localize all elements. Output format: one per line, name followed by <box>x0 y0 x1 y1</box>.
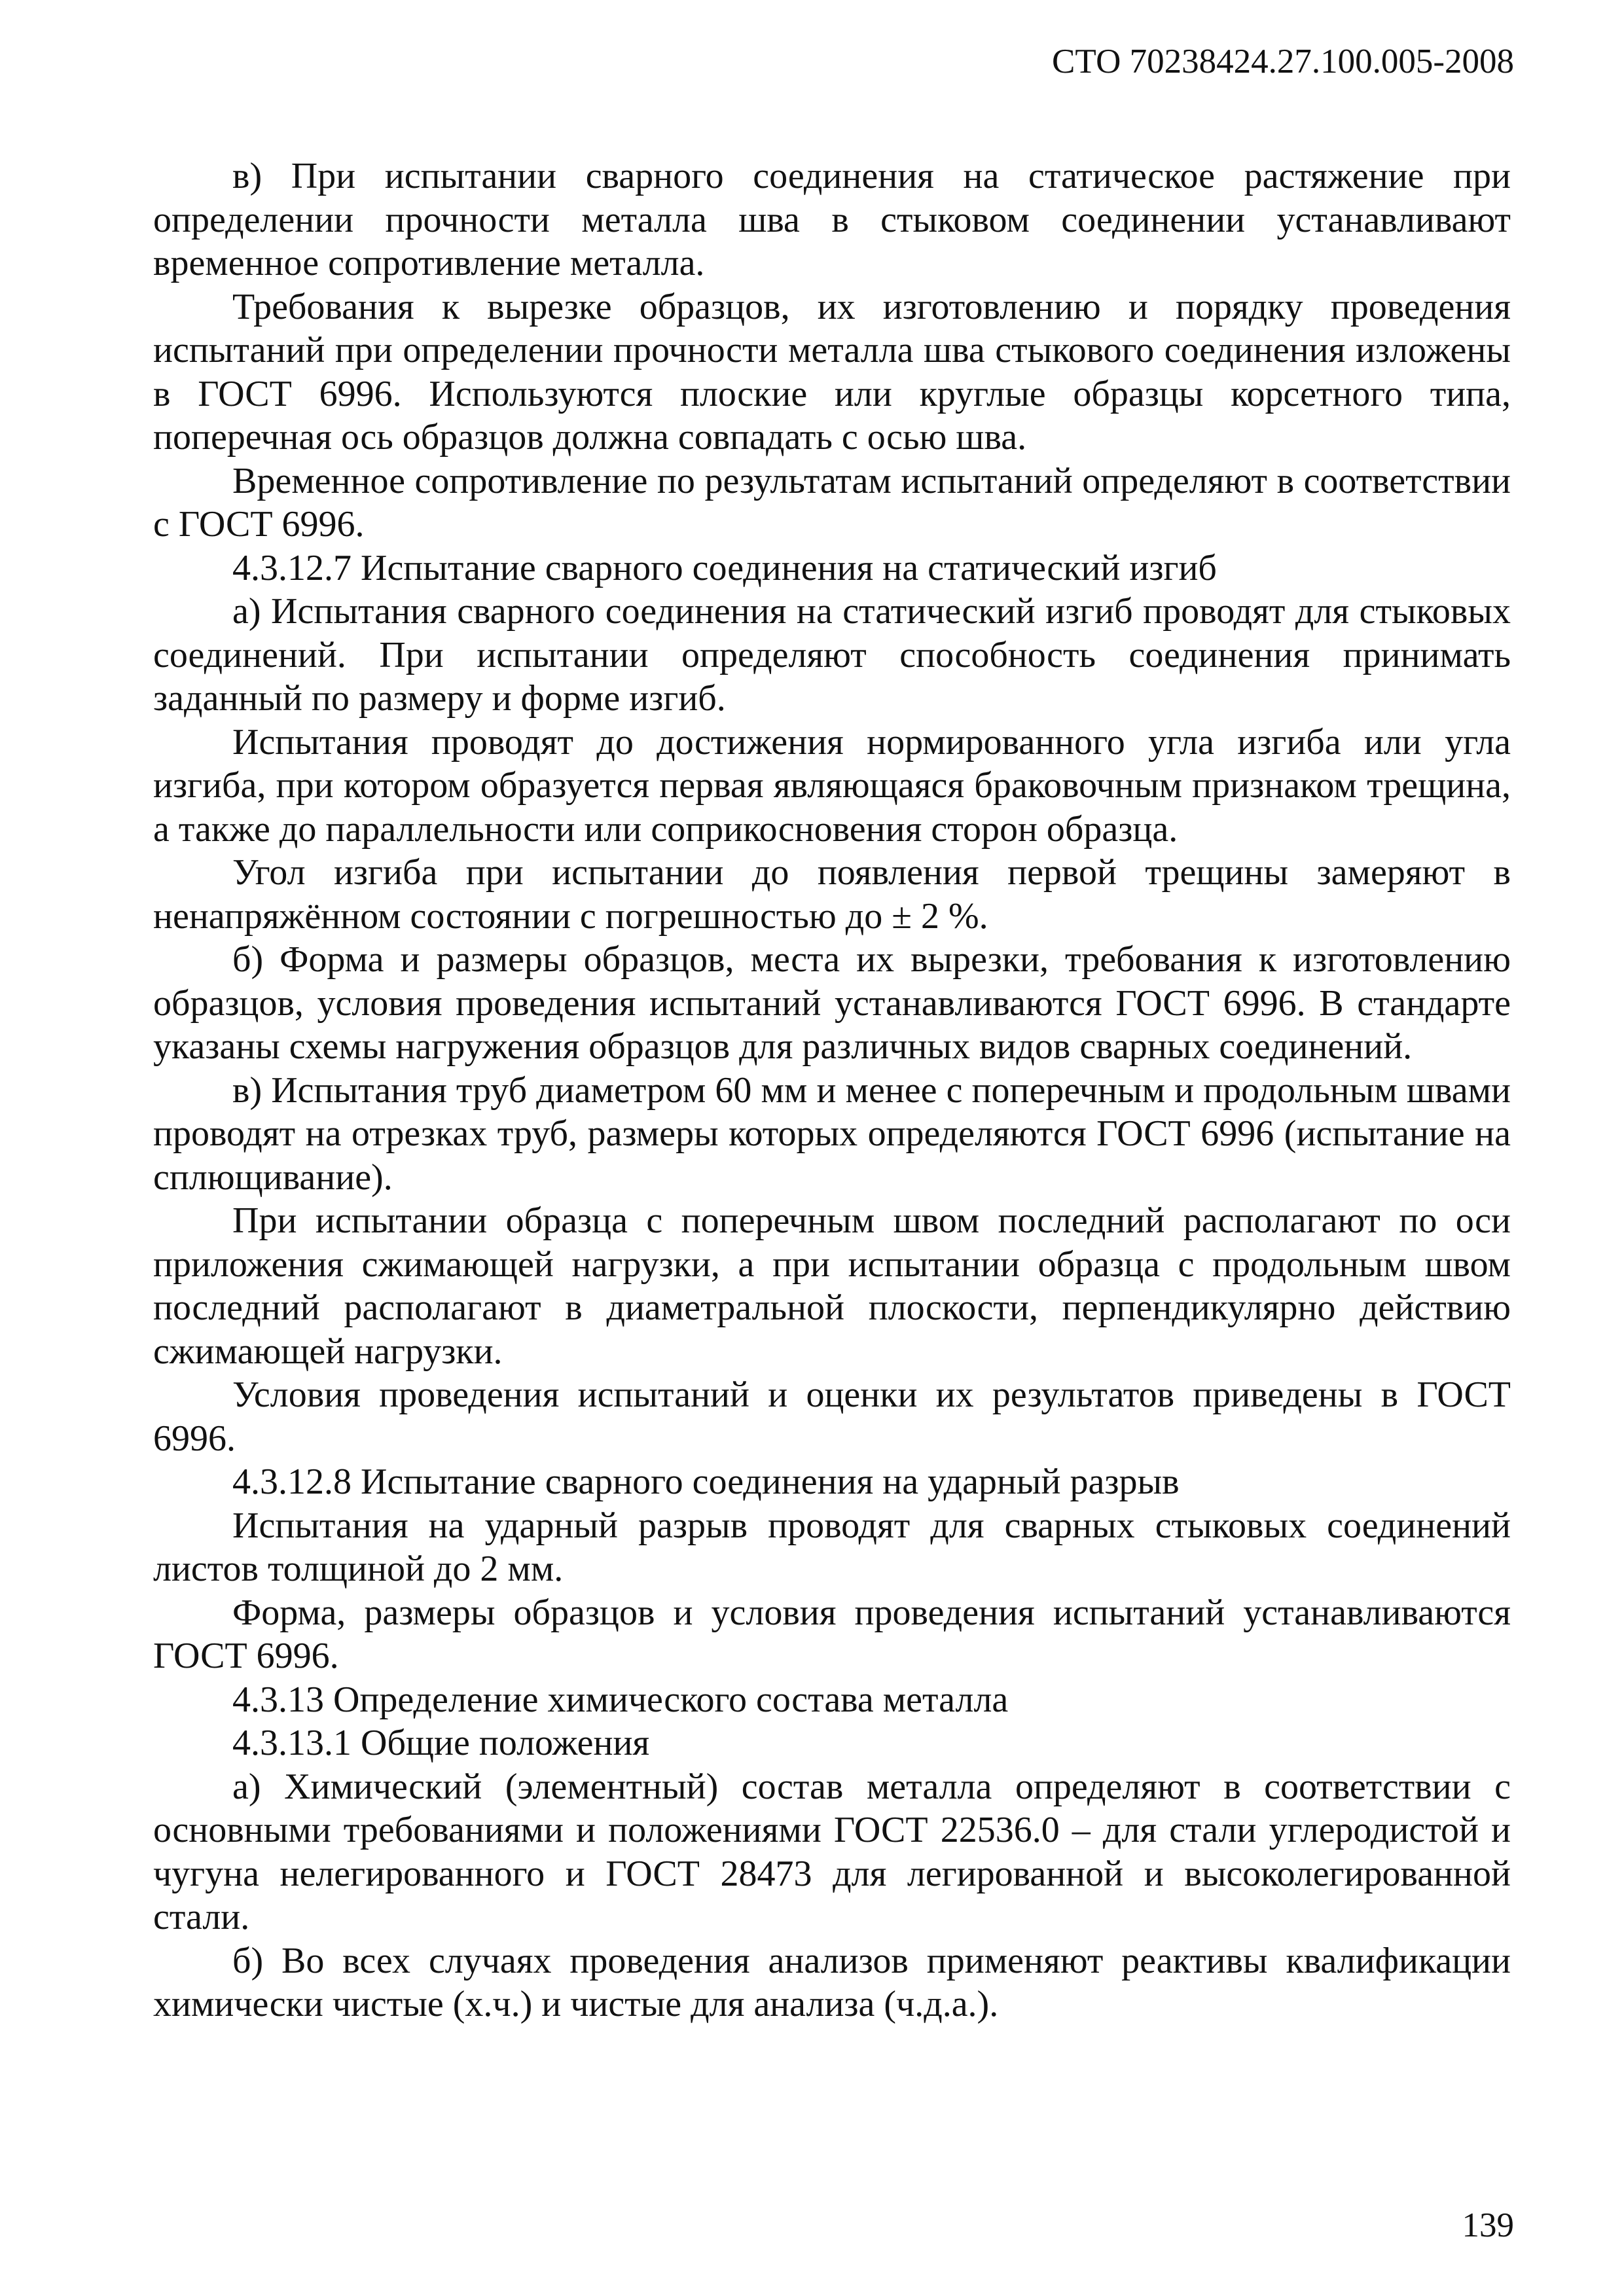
page-body <box>153 154 1511 2026</box>
paragraph: б) Во всех случаях проведения анализов применяют реактивы квалификации химически чистые (х.ч.) и чистые для анализа (ч.д.а.). <box>153 1940 1511 2024</box>
paragraph: При испытании образца с поперечным швом последний располагают по оси приложения сжимающей нагрузки, а при испытании образца с продольным швом последний располагают в диаметральной плоскости, перпендикулярно действию сжимающей нагрузки. <box>153 1200 1511 1372</box>
page-number: 139 <box>1462 2206 1514 2244</box>
section-heading: 4.3.13 Определение химического состава металла <box>232 1679 1009 1720</box>
paragraph: Угол изгиба при испытании до появления первой трещины замеряют в ненапряжённом состоянии с погрешностью до ± 2 %. <box>153 852 1511 937</box>
paragraph: Временное сопротивление по результатам испытаний определяют в соответствии с ГОСТ 6996. <box>153 460 1511 545</box>
document-code: СТО 70238424.27.100.005-2008 <box>1052 43 1514 81</box>
paragraph: Испытания на ударный разрыв проводят для сварных стыковых соединений листов толщиной до 2 мм. <box>153 1505 1511 1589</box>
paragraph: а) Испытания сварного соединения на статический изгиб проводят для стыковых соединений. При испытании определяют способность соединения принимать заданный по размеру и форме изгиб. <box>153 591 1511 719</box>
paragraph: б) Форма и размеры образцов, места их вырезки, требования к изготовлению образцов, условия проведения испытаний устанавливаются ГОСТ 6996. В стандарте указаны схемы нагружения образцов для различных видов сварных соединений. <box>153 939 1511 1067</box>
paragraph: Форма, размеры образцов и условия проведения испытаний устанавливаются ГОСТ 6996. <box>153 1592 1511 1676</box>
paragraph: а) Химический (элементный) состав металла определяют в соответствии с основными требованиями и положениями ГОСТ 22536.0 – для стали углеродистой и чугуна нелегированного и ГОСТ 28473 для легированной и высоколегированной стали. <box>153 1766 1511 1937</box>
paragraph: Условия проведения испытаний и оценки их результатов приведены в ГОСТ 6996. <box>153 1374 1511 1459</box>
paragraph: в) Испытания труб диаметром 60 мм и менее с поперечным и продольным швами проводят на отрезках труб, размеры которых определяются ГОСТ 6996 (испытание на сплющивание). <box>153 1069 1511 1198</box>
paragraph: Требования к вырезке образцов, их изготовлению и порядку проведения испытаний при определении прочности металла шва стыкового соединения изложены в ГОСТ 6996. Используются плоские или круглые образцы корсетного типа, поперечная ось образцов должна совпадать с осью шва. <box>153 286 1511 457</box>
paragraph: в) При испытании сварного соединения на статическое растяжение при определении прочности металла шва в стыковом соединении устанавливают временное сопротивление металла. <box>153 156 1511 283</box>
paragraph: Испытания проводят до достижения нормированного угла изгиба или угла изгиба, при котором образуется первая являющаяся браковочным признаком трещина, а также до параллельности или соприкосновения сторон образца. <box>153 721 1511 850</box>
section-heading: 4.3.12.7 Испытание сварного соединения на статический изгиб <box>232 547 1217 588</box>
subsection-heading: 4.3.13.1 Общие положения <box>232 1723 650 1763</box>
section-heading: 4.3.12.8 Испытание сварного соединения на ударный разрыв <box>232 1462 1180 1502</box>
